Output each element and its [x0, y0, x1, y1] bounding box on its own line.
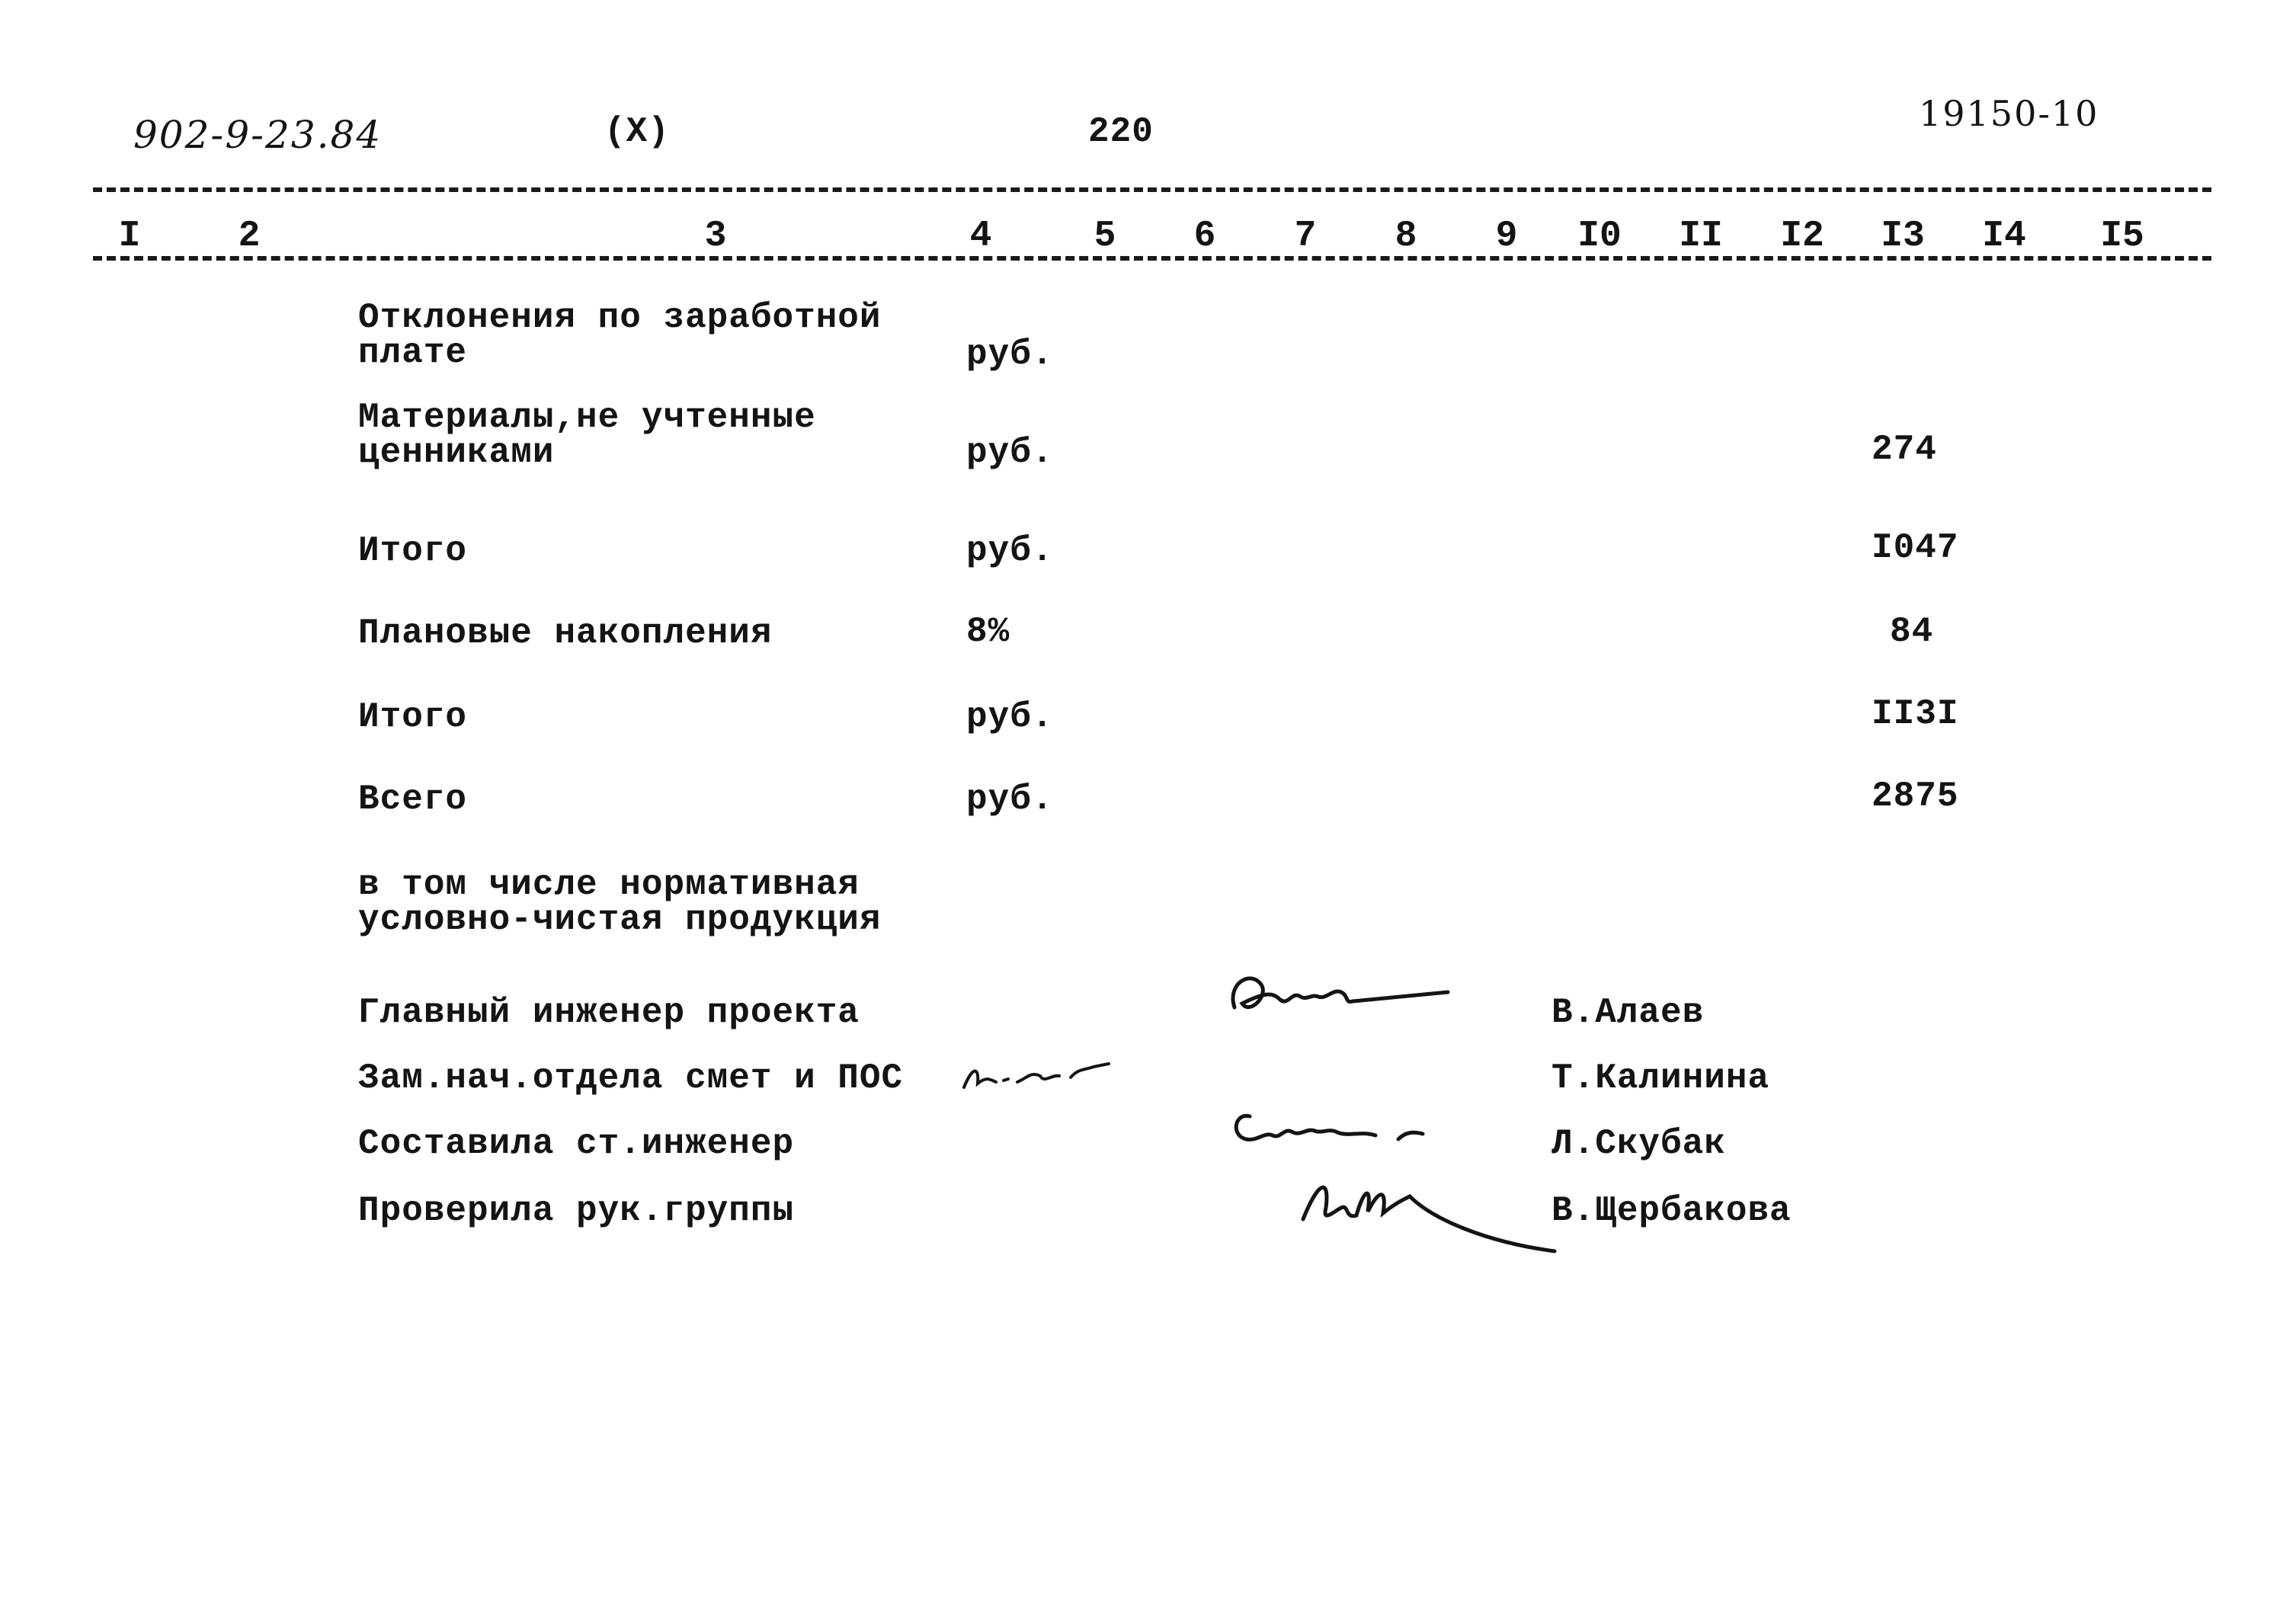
column-number: I0 [1577, 216, 1622, 257]
row-unit: руб. [966, 433, 1054, 472]
row-value: 84 [1890, 612, 1934, 652]
column-number: II [1679, 216, 1723, 257]
column-number: 7 [1294, 216, 1317, 257]
row-unit: 8% [966, 612, 1010, 652]
column-number: I2 [1780, 216, 1824, 257]
section-mark: (X) [604, 112, 670, 152]
doc-code: 902-9-23.84 [133, 113, 383, 157]
handwritten-signature [1219, 962, 1463, 1030]
row-label: Всего [358, 780, 468, 819]
column-number: I3 [1881, 216, 1925, 257]
row-label: Итого [358, 697, 468, 737]
column-header-top-rule [93, 187, 2211, 192]
handwritten-signature [1223, 1097, 1452, 1166]
column-header-bottom-rule [93, 256, 2211, 261]
row-label: Материалы,не учтенные ценниками [358, 398, 816, 472]
signatory-name: В.Алаев [1551, 993, 1705, 1033]
column-number: 4 [969, 216, 992, 257]
row-value: II3I [1872, 694, 1959, 734]
row-unit: руб. [966, 335, 1054, 374]
handwritten-initials [956, 1053, 1124, 1099]
row-label: Отклонения по заработной плате [358, 298, 882, 373]
column-number: 2 [238, 216, 261, 257]
row-value: 274 [1872, 430, 1937, 469]
signatory-position: Составила ст.инженер [358, 1124, 795, 1164]
column-number: 9 [1495, 216, 1518, 257]
column-number: I4 [1982, 216, 2026, 257]
column-number: I [118, 216, 141, 257]
signatory-name: Л.Скубак [1551, 1124, 1726, 1164]
row-unit: руб. [966, 780, 1054, 819]
handwritten-signature [1295, 1166, 1570, 1265]
row-unit: руб. [966, 531, 1054, 571]
column-number: 5 [1094, 216, 1116, 257]
signatory-name: В.Щербакова [1551, 1191, 1792, 1231]
column-number: 8 [1395, 216, 1417, 257]
page-number: 220 [1088, 112, 1154, 152]
row-label: в том числе нормативная условно-чистая продукция [358, 865, 882, 940]
sheet-id: 19150-10 [1919, 93, 2099, 134]
row-label: Итого [358, 531, 468, 571]
column-number: 3 [704, 216, 727, 257]
row-value: 2875 [1872, 776, 1959, 816]
row-label: Плановые накопления [358, 613, 773, 653]
column-number: I5 [2100, 216, 2144, 257]
signatory-position: Главный инженер проекта [358, 993, 860, 1033]
signatory-name: Т.Калинина [1551, 1058, 1770, 1098]
row-value: I047 [1872, 528, 1959, 568]
signatory-position: Зам.нач.отдела смет и ПОС [358, 1058, 904, 1098]
column-number: 6 [1193, 216, 1216, 257]
signatory-position: Проверила рук.группы [358, 1191, 795, 1231]
row-unit: руб. [966, 697, 1054, 737]
